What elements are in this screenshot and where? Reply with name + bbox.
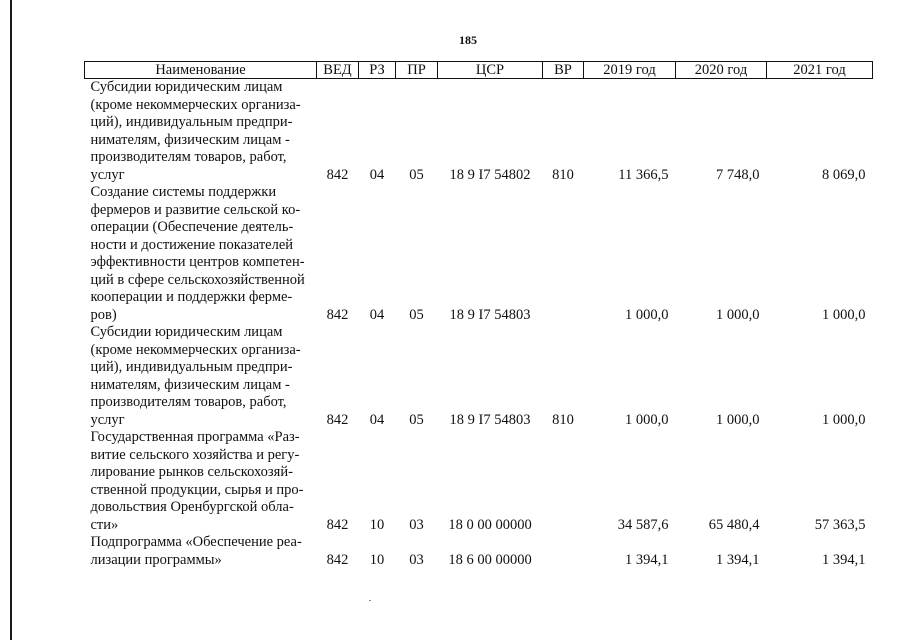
cell-2021: 1 000,0 [822,306,866,323]
cell-ved: 842 [326,166,349,183]
cell-rz: 04 [369,166,385,183]
cell-name [85,534,317,569]
cell-csr: 18 6 00 00000 [448,551,532,568]
cell-name [85,79,317,185]
cell-csr: 18 9 I7 54802 [449,166,531,183]
name-line: кооперации и поддержки ферме- [90,289,293,305]
cell-vr [543,184,584,324]
cell-vr [543,429,584,534]
cell-2021: 1 000,0 [822,411,866,428]
cell-2021: 1 394,1 [822,551,866,568]
column-header-pr: ПР [396,62,438,79]
column-header-rz: РЗ [359,62,396,79]
name-line: ров) [90,306,117,323]
name-line: ций), индивидуальным предпри- [90,114,293,130]
table-row [85,79,873,185]
cell-2021: 8 069,0 [822,166,866,183]
cell-2019: 34 587,6 [617,516,669,533]
column-header-2020: 2020 год [676,62,767,79]
name-line: сти» [90,516,119,533]
table-row [85,324,873,429]
column-header-2021: 2021 год [767,62,873,79]
budget-table [84,61,873,569]
name-line: ственной продукции, сырья и про- [90,481,304,498]
name-line: ности и достижение показателей [90,236,294,253]
name-line: производителям товаров, работ, [90,394,287,410]
cell-ved: 842 [326,551,349,568]
cell-pr: 03 [409,516,424,533]
name-line: (кроме некоммерческих организа- [90,96,301,113]
name-line: Государственная программа «Раз- [90,429,300,445]
cell-pr: 05 [409,166,424,183]
name-line: (кроме некоммерческих организа- [90,341,301,358]
name-line: Субсидии юридическим лицам [90,324,283,340]
column-header-csr: ЦСР [438,62,543,79]
cell-rz: 04 [369,306,385,323]
cell-name [85,324,317,429]
cell-2020: 1 394,1 [716,551,760,568]
cell-2020: 7 748,0 [716,166,760,183]
table-row [85,534,873,569]
scan-speck [369,600,371,601]
name-line: операции (Обеспечение деятель- [90,219,294,235]
table-header-row [85,62,873,79]
cell-2021: 57 363,5 [814,516,866,533]
cell-vr: 810 [552,411,574,428]
cell-pr: 05 [409,411,424,428]
column-header-name: Наименование [85,62,317,79]
cell-csr: 18 9 I7 54803 [449,411,531,428]
cell-csr: 18 9 I7 54803 [449,306,531,323]
cell-vr: 810 [552,166,574,183]
name-line: услуг [90,411,125,428]
table-row [85,429,873,534]
name-line: ций в сфере сельскохозяйственной [90,271,305,288]
name-line: эффективности центров компетен- [90,254,305,270]
cell-2020: 1 000,0 [716,306,760,323]
name-line: Создание системы поддержки [90,184,277,200]
cell-ved: 842 [326,411,349,428]
cell-name [85,429,317,534]
cell-rz: 10 [369,516,385,533]
cell-2020: 65 480,4 [708,516,760,533]
column-header-ved: ВЕД [317,62,359,79]
cell-2019: 1 394,1 [625,551,669,568]
name-line: нимателям, физическим лицам - [90,376,290,393]
page-number: 185 [459,33,477,47]
cell-2019: 1 000,0 [625,306,669,323]
name-line: нимателям, физическим лицам - [90,131,290,148]
name-line: Подпрограмма «Обеспечение реа- [90,534,302,550]
cell-name [85,184,317,324]
column-header-vr: ВР [543,62,584,79]
name-line: Субсидии юридическим лицам [90,79,283,95]
name-line: услуг [90,166,125,183]
cell-csr: 18 0 00 00000 [448,516,532,533]
name-line: фермеров и развитие сельской ко- [90,201,301,218]
cell-pr: 03 [409,551,424,568]
cell-2020: 1 000,0 [716,411,760,428]
name-line: лизации программы» [90,551,222,568]
name-line: ций), индивидуальным предпри- [90,359,293,375]
column-header-2019: 2019 год [584,62,676,79]
cell-2019: 11 366,5 [618,166,669,183]
cell-ved: 842 [326,306,349,323]
name-line: производителям товаров, работ, [90,149,287,165]
cell-ved: 842 [326,516,349,533]
cell-pr: 05 [409,306,424,323]
name-line: довольствия Оренбургской обла- [90,499,294,515]
page-left-edge [10,0,12,640]
cell-rz: 04 [369,411,385,428]
cell-rz: 10 [369,551,385,568]
cell-vr [543,534,584,569]
name-line: витие сельского хозяйства и регу- [90,446,300,463]
table-body [85,79,873,570]
name-line: лирование рынков сельскохозяй- [90,464,293,480]
cell-2019: 1 000,0 [625,411,669,428]
table-row [85,184,873,324]
